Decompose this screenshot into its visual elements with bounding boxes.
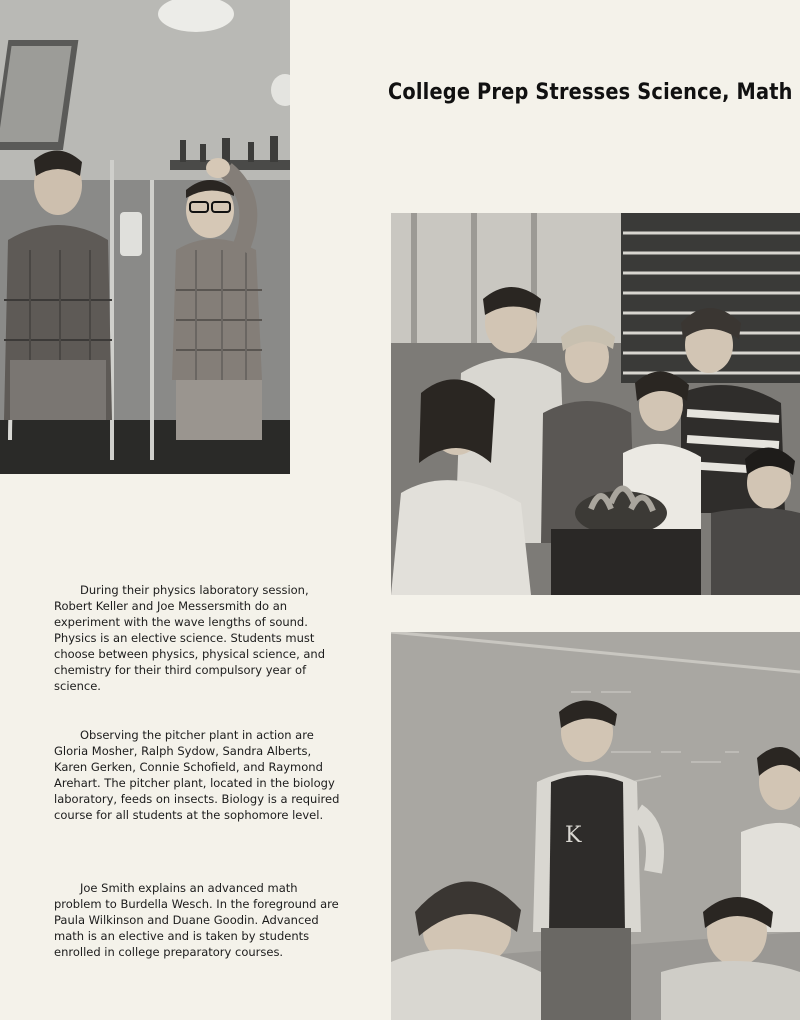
svg-text:K: K [565, 823, 582, 848]
pitcher-plant-illustration [391, 213, 800, 595]
page-headline: College Prep Stresses Science, Math [388, 80, 793, 105]
math-caption: Joe Smith explains an advanced math problem to Burdella Wesch. In the foreground are Paula Wilkinson and Duane Goodin. Advanced math is an elective and is taken by students enrolled in college preparatory courses. [54, 881, 339, 959]
math-class-illustration [391, 632, 800, 1020]
math-class-photo [391, 632, 800, 1020]
physics-lab-illustration [0, 0, 290, 474]
physics-lab-photo [0, 0, 290, 474]
biology-plant-photo [391, 213, 800, 595]
biology-caption: Observing the pitcher plant in action are Gloria Mosher, Ralph Sydow, Sandra Alberts, Karen Gerken, Connie Schofield, and Raymond Arehart. The pitcher plant, located in the biology laboratory, feeds on insects. Biology is a required course for all students at the sophomore level. [54, 728, 340, 822]
physics-caption: During their physics laboratory session, Robert Keller and Joe Messersmith do an experiment with the wave lengths of sound. Physics is an elective science. Students must choose between physics, physical science, and chemistry for their third compulsory year of science. [54, 583, 326, 693]
